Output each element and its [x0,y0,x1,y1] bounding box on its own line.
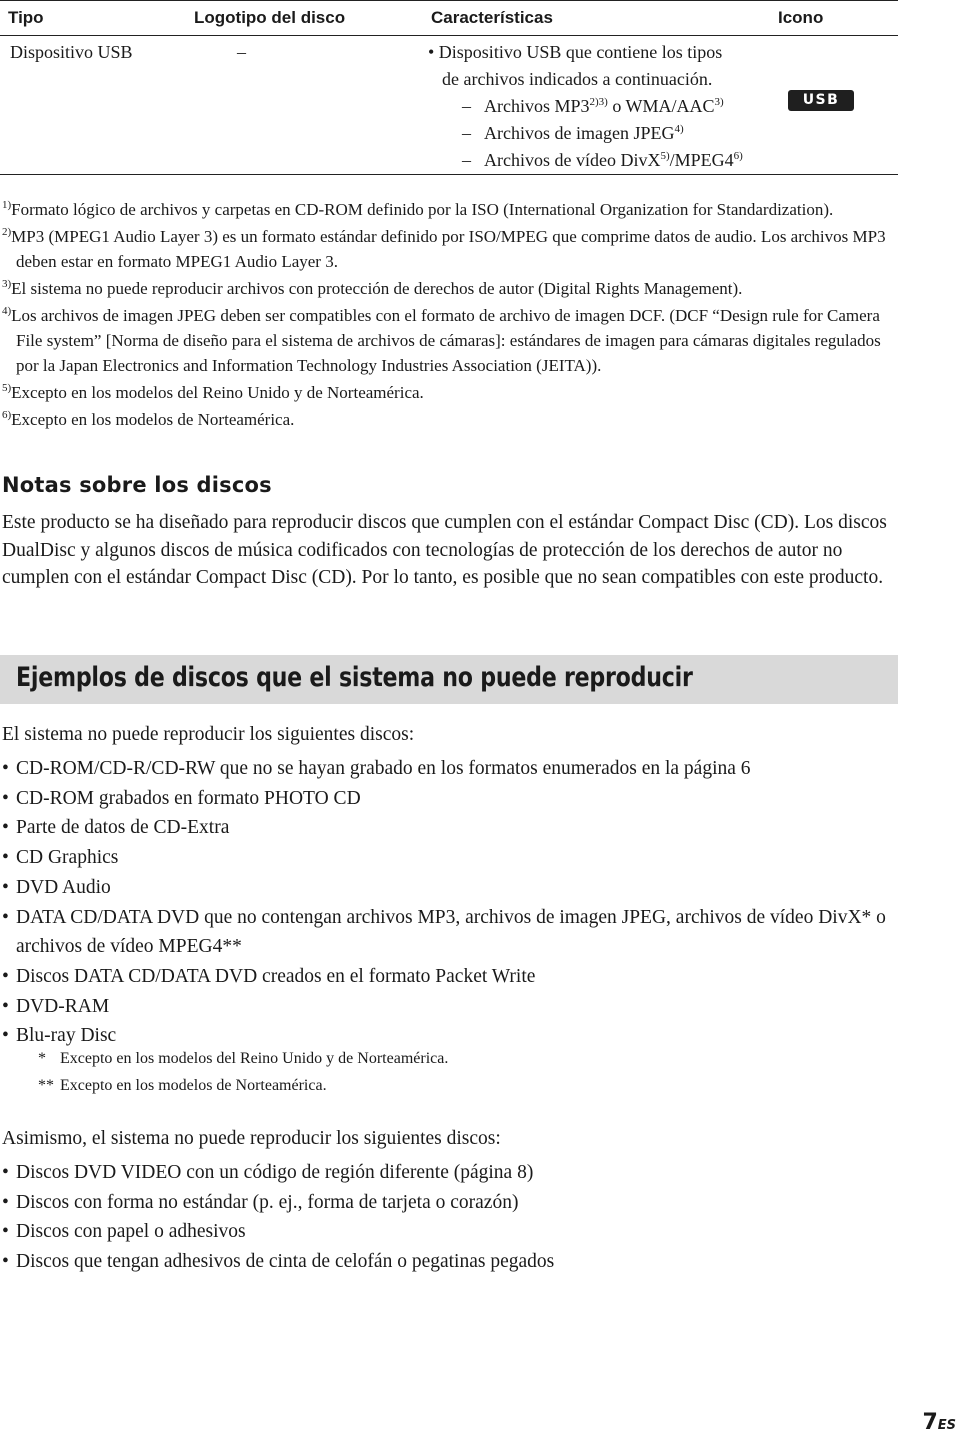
table-row [0,36,898,175]
list-item: • Discos DVD VIDEO con un código de región diferente (página 8) [2,1158,902,1188]
row-logo: – [237,42,246,62]
header-caracteristicas: Características [431,8,553,27]
list-item: • Parte de datos de CD-Extra [2,813,902,843]
footnote [2,224,898,274]
feature-divx: – Archivos de vídeo DivX$^{5)}$/MPEG4$^{6)}$ [462,150,743,170]
footnote-text: Excepto en los modelos de Norteamérica. [11,410,295,429]
list-item: • DATA CD/DATA DVD que no contengan archivos MP3, archivos de imagen JPEG, archivos de vídeo DivX* o archivos de vídeo MPEG4** [2,903,902,962]
list-item: • CD Graphics [2,843,902,873]
footnote-number: 2) [2,226,12,238]
star-note-text: Excepto en los modelos de Norteamérica. [60,1077,327,1094]
feature-jpeg: – Archivos de imagen JPEG$^{4)}$ [462,123,684,143]
header-icono: Icono [778,8,824,27]
star-note [38,1072,448,1099]
footnote-text: El sistema no puede reproducir archivos con protección de derechos de autor (Digital Rights Management). [11,279,743,298]
unplayable-disc-list [2,754,902,1051]
star-note-mark: * [38,1050,46,1067]
star-note-text: Excepto en los modelos del Reino Unido y de Norteamérica. [60,1050,449,1067]
footnote [2,380,898,405]
feature-mp3: – Archivos $MP3^{2)3)}$ o WMA/AAC$^{3)}$ [462,96,724,116]
list-item: • CD-ROM grabados en formato PHOTO CD [2,784,902,814]
disc-type-table [0,0,898,175]
footnote-text: Formato lógico de archivos y carpetas en CD-ROM definido por la ISO (International Organization for Standardization). [11,200,834,219]
header-logotipo: Logotipo del disco [194,8,346,27]
footnote-number: 3) [2,278,12,290]
section-intro-2: Asimismo, el sistema no puede reproducir los siguientes discos: [2,1128,501,1149]
unplayable-disc-list-2 [2,1158,902,1277]
list-item: • Blu-ray Disc [2,1021,902,1051]
list-item: • DVD-RAM [2,992,902,1022]
list-item: • Discos con papel o adhesivos [2,1217,902,1247]
footnote-number: 5) [2,382,12,394]
section-intro: El sistema no puede reproducir los siguientes discos: [2,724,415,745]
list-item: • CD-ROM/CD-R/CD-RW que no se hayan grabado en los formatos enumerados en la página 6 [2,754,902,784]
footnote-text: MP3 (MPEG1 Audio Layer 3) es un formato estándar definido por ISO/MPEG que comprime datos de audio. Los archivos MP3 deben estar en formato MPEG1 Audio Layer 3. [11,227,886,271]
notas-heading: Notas sobre los discos [2,473,272,497]
list-item: • Discos DATA CD/DATA DVD creados en el formato Packet Write [2,962,902,992]
row-features [428,39,743,174]
footnote-number: 6) [2,409,12,421]
page-number: 7ES [922,1410,956,1435]
footnote [2,276,898,301]
footnote-number: 4) [2,305,12,317]
usb-icon: USB [788,90,854,111]
section-banner [0,655,898,704]
star-note-mark: ** [38,1077,54,1094]
row-type: Dispositivo USB [10,42,133,62]
footnote-number: 1) [2,199,12,211]
section-title: Ejemplos de discos que el sistema no puede reproducir [16,662,693,693]
star-note [38,1045,448,1072]
footnote [2,303,898,378]
header-tipo: Tipo [8,8,44,27]
footnote-text: Los archivos de imagen JPEG deben ser compatibles con el formato de archivo de imagen DCF. (DCF “Design rule for Camera File system” [Norma de diseño para el sistema de archivos de cámaras]: estándares de imagen para cámaras digitales regulados por la Japan Electronics and Information Technology Industries Association (JEITA)). [11,306,881,375]
footnote-text: Excepto en los modelos del Reino Unido y de Norteamérica. [11,383,424,402]
footnote [2,197,898,222]
list-item: • DVD Audio [2,873,902,903]
feature-intro-1: • Dispositivo USB que contiene los tipos [428,42,723,62]
footnote [2,407,898,432]
footnotes [2,197,898,434]
notas-paragraph: Este producto se ha diseñado para reproducir discos que cumplen con el estándar Compact Disc (CD). Los discos DualDisc y algunos discos de música codificados con tecnologías de protección de los derechos de autor no cumplen con el estándar Compact Disc (CD). Por lo tanto, es posible que no sean compatibles con este producto. [2,512,887,588]
list-item: • Discos con forma no estándar (p. ej., forma de tarjeta o corazón) [2,1188,902,1218]
list-item: • Discos que tengan adhesivos de cinta de celofán o pegatinas pegados [2,1247,902,1277]
star-notes [38,1045,448,1099]
table-header [0,0,898,36]
feature-intro-2: de archivos indicados a continuación. [442,69,713,89]
